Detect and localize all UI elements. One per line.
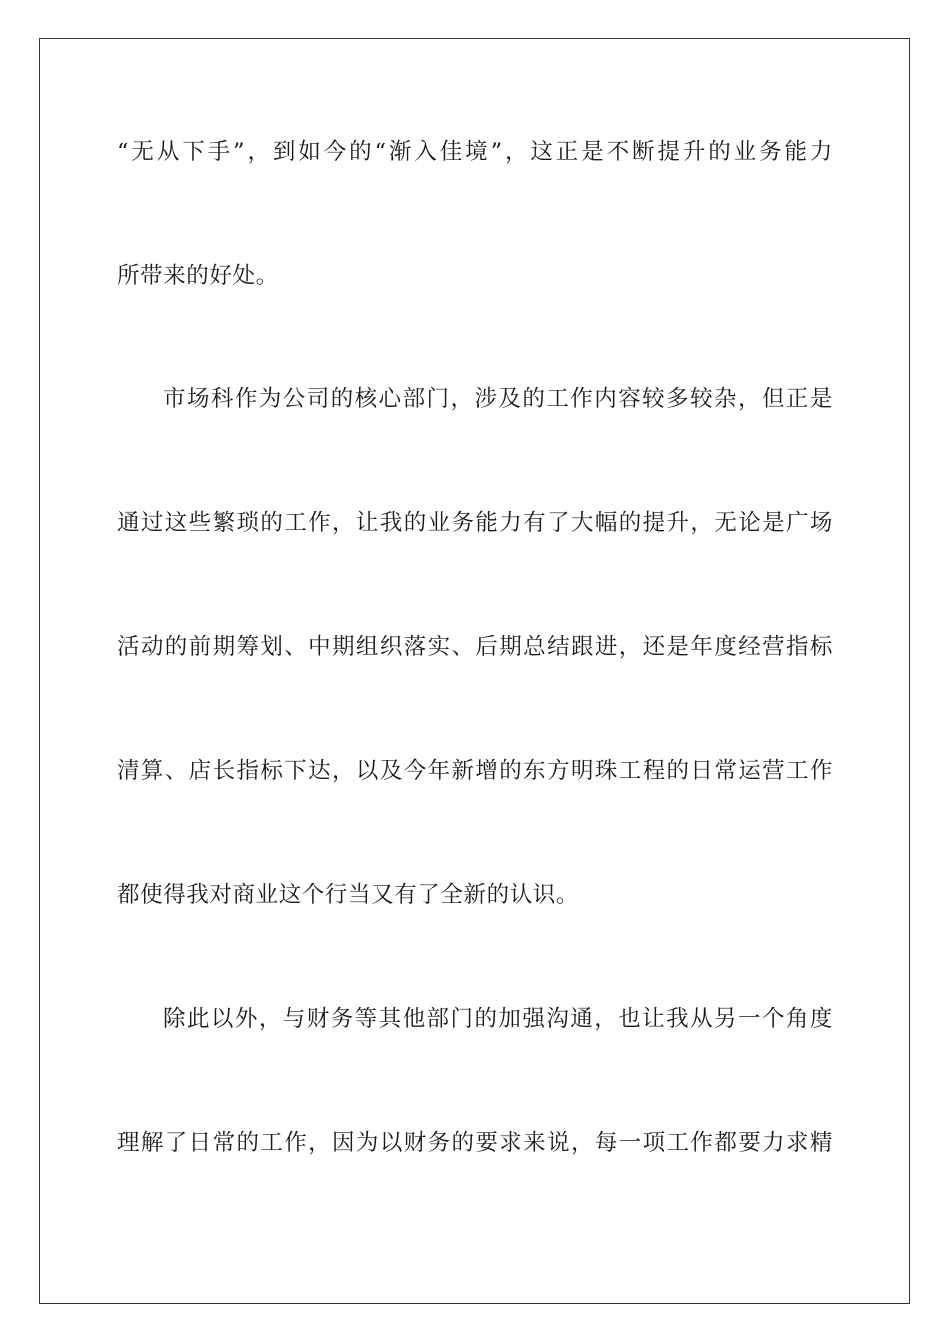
text-line: 清算、店长指标下达，以及今年新增的东方明珠工程的日常运营工作	[117, 758, 833, 784]
text-line: “无从下手”，到如今的“渐入佳境”，这正是不断提升的业务能力	[117, 139, 833, 165]
paragraph-start-line: 除此以外，与财务等其他部门的加强沟通，也让我从另一个角度	[163, 1006, 833, 1032]
page-border	[39, 38, 910, 1304]
paragraph-start-line: 市场科作为公司的核心部门，涉及的工作内容较多较杂，但正是	[163, 386, 833, 412]
text-line: 都使得我对商业这个行当又有了全新的认识。	[117, 882, 580, 908]
text-line: 通过这些繁琐的工作，让我的业务能力有了大幅的提升，无论是广场	[117, 510, 833, 536]
text-line: 活动的前期筹划、中期组织落实、后期总结跟进，还是年度经营指标	[117, 634, 833, 660]
text-line: 理解了日常的工作，因为以财务的要求来说，每一项工作都要力求精	[117, 1130, 833, 1156]
text-line: 所带来的好处。	[117, 263, 279, 289]
